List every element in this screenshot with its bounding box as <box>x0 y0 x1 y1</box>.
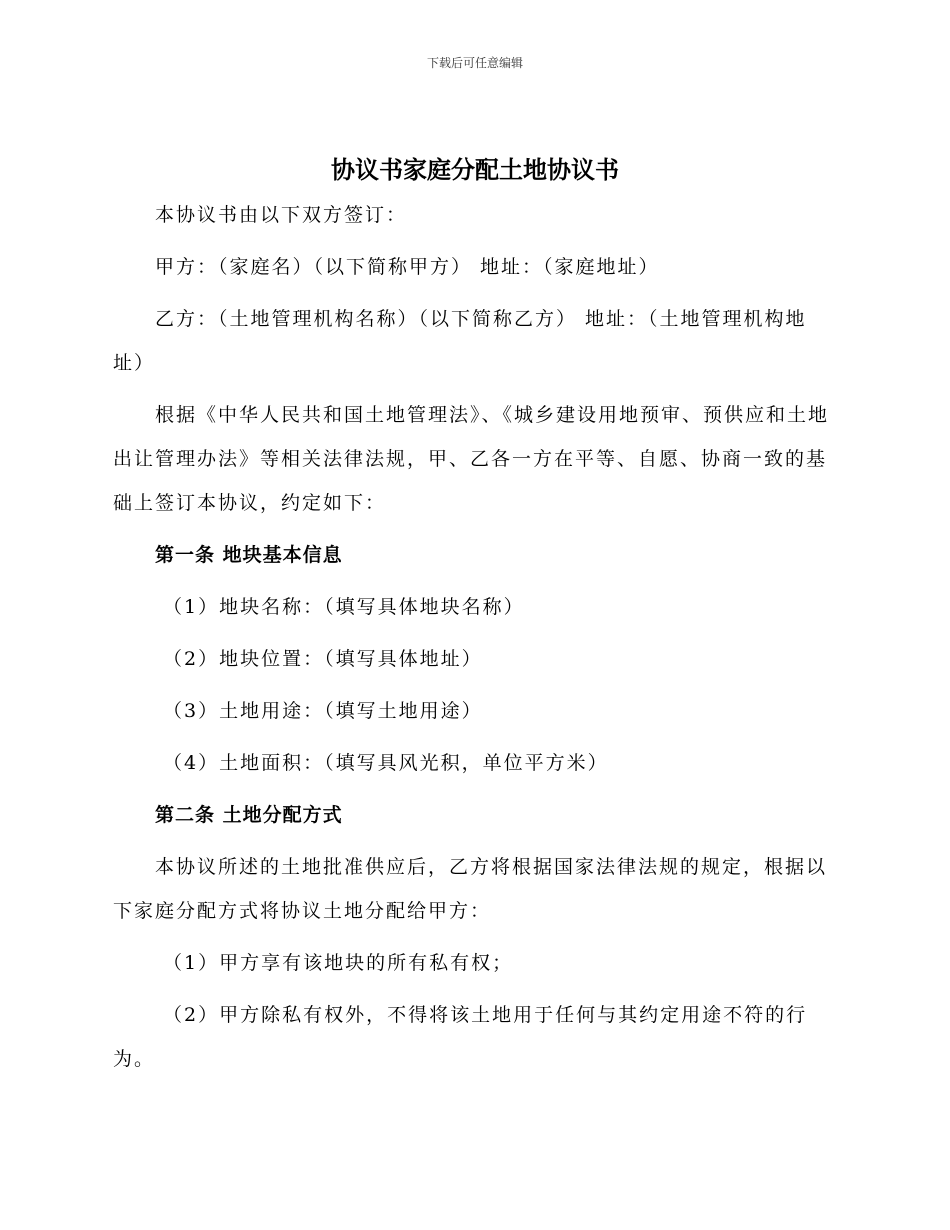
article-1-item: （3）土地用途：（填写土地用途） <box>163 700 483 722</box>
article-1-item: （2）地块位置：（填写具体地址） <box>163 648 483 670</box>
page-header-note: 下载后可任意编辑 <box>426 56 523 70</box>
document-title: 协议书家庭分配土地协议书 <box>331 156 619 184</box>
article-1-heading: 第一条 地块基本信息 <box>155 544 343 566</box>
legal-basis-paragraph: 根据《中华人民共和国土地管理法》、《城乡建设用地预审、预供应和土地出让管理办法》等相关法律法规，甲、乙各一方在平等、自愿、协商一致的基础上签订本协议，约定如下： <box>113 404 830 514</box>
document-body <box>113 193 835 1089</box>
article-2-item: （2）甲方除私有权外，不得将该土地用于任何与其约定用途不符的行为。 <box>113 1004 808 1070</box>
article-2-heading: 第二条 土地分配方式 <box>155 804 343 826</box>
party-a-paragraph: 甲方：（家庭名）（以下简称甲方） 地址：（家庭地址） <box>155 256 660 278</box>
intro-paragraph: 本协议书由以下双方签订： <box>155 204 408 226</box>
party-b-paragraph: 乙方：（土地管理机构名称）（以下简称乙方） 地址：（土地管理机构地址） <box>113 308 807 374</box>
article-2-body: 本协议所述的土地批准供应后，乙方将根据国家法律法规的规定，根据以下家庭分配方式将协议土地分配给甲方： <box>113 856 828 922</box>
article-1-item: （1）地块名称：（填写具体地块名称） <box>163 596 525 618</box>
article-1-item: （4）土地面积：（填写具风光积，单位平方米） <box>163 752 609 774</box>
article-2-item: （1）甲方享有该地块的所有私有权； <box>163 952 514 974</box>
